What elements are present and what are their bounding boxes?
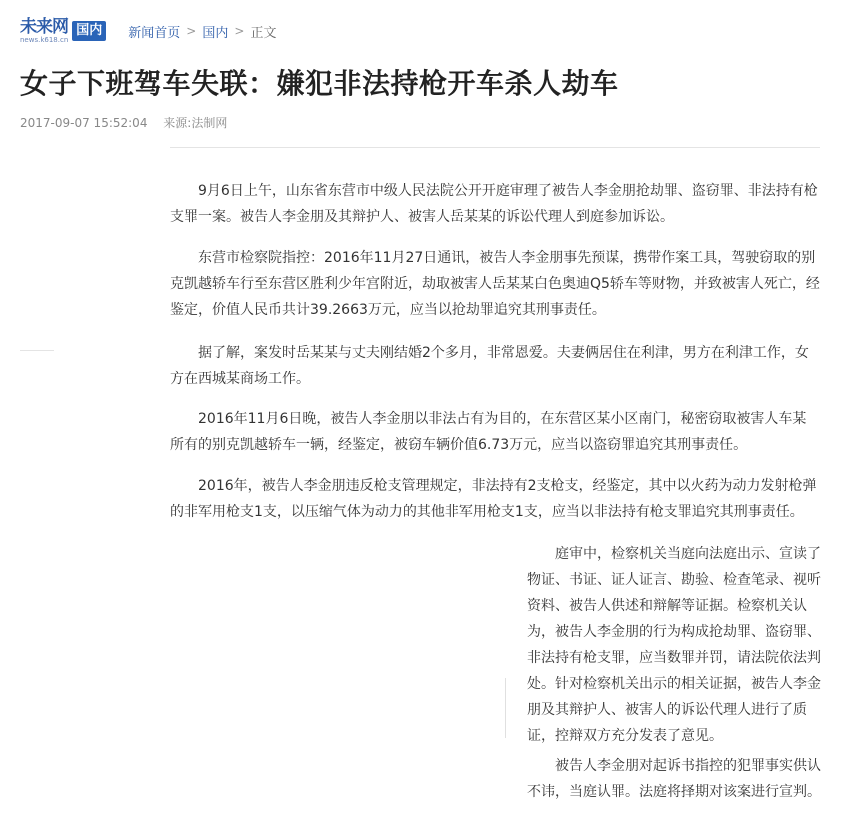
decorative-rule	[20, 350, 54, 351]
article-paragraph: 据了解，案发时岳某某与丈夫刚结婚2个多月，非常恩爱。夫妻俩居住在利津，男方在利津工作，女方在西城某商场工作。	[170, 345, 809, 387]
article-paragraph: 2016年11月6日晚，被告人李金朋以非法占有为目的，在东营区某小区南门，秘密窃取被害人车某所有的别克凯越轿车一辆，经鉴定，被窃车辆价值6.73万元，应当以盗窃罪追究其刑事责任。	[170, 411, 807, 453]
article-source: 来源:法制网	[163, 116, 228, 130]
article-paragraph: 9月6日上午，山东省东营市中级人民法院公开开庭审理了被告人李金朋抢劫罪、盗窃罪、非法持有枪支罪一案。被告人李金朋及其辩护人、被害人岳某某的诉讼代理人到庭参加诉讼。	[170, 183, 818, 225]
chevron-right-icon: >	[186, 24, 197, 38]
content-divider	[170, 147, 820, 148]
breadcrumb	[128, 22, 276, 41]
article-paragraph: 东营市检察院指控：2016年11月27日通讯，被告人李金朋事先预谋，携带作案工具，驾驶窃取的别克凯越轿车行至东营区胜利少年宫附近，劫取被害人岳某某白色奥迪Q5轿车等财物，并致被害人死亡，经鉴定，价值人民币共计39.2663万元，应当以抢劫罪追究其刑事责任。	[170, 250, 820, 318]
site-logo[interactable]	[20, 16, 106, 44]
article-paragraph: 2016年，被告人李金朋违反枪支管理规定，非法持有2支枪支，经鉴定，其中以火药为动力发射枪弹的非军用枪支1支，以压缩气体为动力的其他非军用枪支1支，应当以非法持有枪支罪追究其刑事责任。	[170, 478, 817, 520]
channel-badge[interactable]: 国内	[72, 21, 106, 41]
article-paragraph: 被告人李金朋对起诉书指控的犯罪事实供认不讳，当庭认罪。法庭将择期对该案进行宣判。	[527, 758, 821, 800]
breadcrumb-current: 正文	[250, 25, 277, 41]
logo-text: 未来网	[20, 16, 68, 37]
logo-domain: news.k618.cn	[20, 35, 69, 44]
article-meta	[20, 114, 239, 131]
decorative-rule	[505, 678, 506, 738]
article-title: 女子下班驾车失联：嫌犯非法持枪开车杀人劫车	[20, 67, 619, 100]
breadcrumb-home-link[interactable]: 新闻首页	[128, 25, 181, 41]
chevron-right-icon: >	[234, 24, 245, 38]
article-date: 2017-09-07 15:52:04	[20, 116, 148, 130]
site-header	[20, 16, 276, 46]
article-paragraph: 庭审中，检察机关当庭向法庭出示、宣读了物证、书证、证人证言、勘验、检查笔录、视听资料、被告人供述和辩解等证据。检察机关认为，被告人李金朋的行为构成抢劫罪、盗窃罪、非法持有枪支罪，应当数罪并罚，请法院依法判处。针对检察机关出示的相关证据，被告人李金朋及其辩护人、被害人的诉讼代理人进行了质证，控辩双方充分发表了意见。	[527, 546, 821, 744]
breadcrumb-section-link[interactable]: 国内	[202, 25, 229, 41]
